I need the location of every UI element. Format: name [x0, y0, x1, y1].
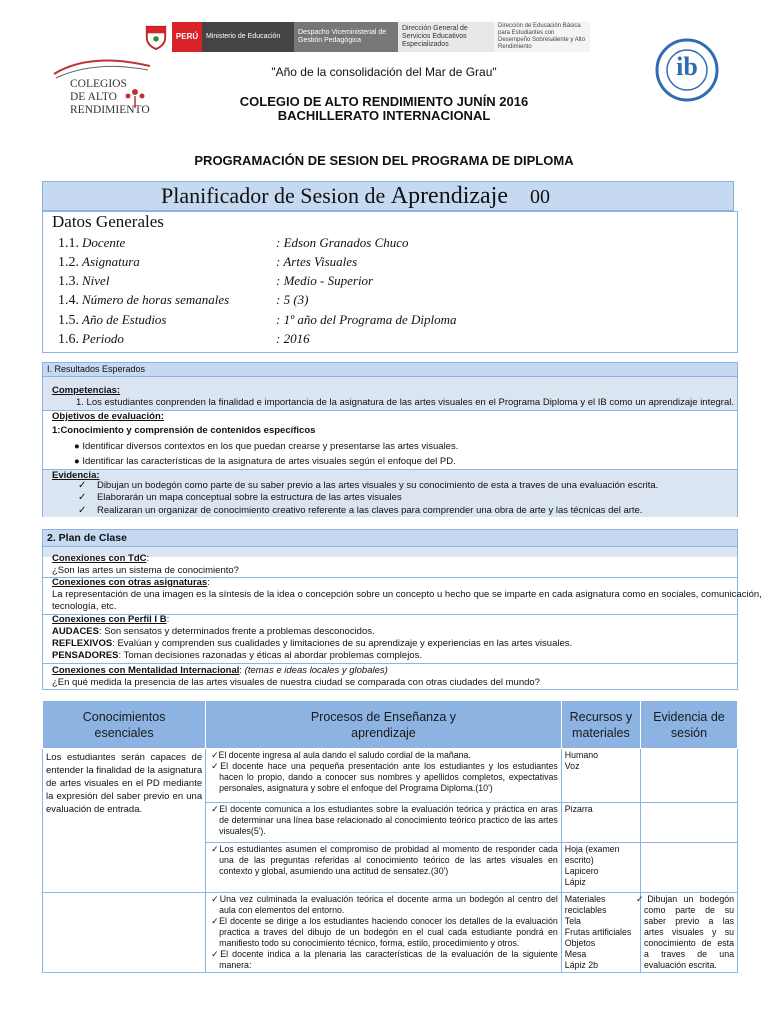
- procesos-cell: [206, 749, 562, 803]
- process-text: El docente se dirige a los estudiantes haciendo conocer los detalles de la evaluación practica a traves del dibujo de un bodegón en el cual cada estudiante pondrá en manifiesto todo su conocimiento técnico, forma, estilo, procedimiento y otros.: [219, 916, 558, 948]
- ministerio-logo-label: Ministerio de Educación: [202, 22, 294, 52]
- process-text: El docente ingresa al aula dando el saludo cordial de la mañana.: [218, 750, 471, 760]
- process-item: [209, 844, 558, 877]
- evidencia-text: Dibujan un bodegón como parte de su saber previo a las artes visuales y su conocimiento de esta a traves de una evaluación escrita.: [96, 480, 659, 491]
- perfil-label: Conexiones con Perfil I B:: [52, 614, 170, 625]
- check-icon: ✓: [211, 894, 220, 904]
- recursos-cell: Materiales reciclables Tela Frutas artificiales Objetos Mesa Lápiz 2b: [561, 893, 640, 973]
- school-logo-line: DE ALTO: [70, 91, 117, 103]
- asignaturas-label-text: Conexiones con otras asignaturas: [52, 577, 208, 588]
- session-table: [42, 700, 738, 973]
- evidencia-text: Elaborarán un mapa conceptual sobre la estructura de las artes visuales: [96, 492, 402, 503]
- evidencia-label: Evidencia:: [52, 470, 100, 481]
- evidencia-item: [78, 492, 402, 503]
- check-icon: ✓: [78, 492, 87, 503]
- process-item: [209, 894, 558, 916]
- table-header-row: [43, 701, 738, 749]
- datos-row-key: Asignatura: [82, 254, 140, 269]
- header-procesos: [206, 701, 562, 749]
- direccion-general-logo-label: Dirección General de Servicios Educativos Especializados: [398, 22, 494, 52]
- check-icon: ✓: [211, 844, 220, 854]
- motto: "Año de la consolidación del Mar de Grau": [271, 65, 497, 79]
- process-item: [209, 916, 558, 949]
- planner-number: 00: [530, 186, 551, 208]
- mentalidad-text: ¿En qué medida la presencia de las artes visuales de nuestra ciudad se comparada con otras ciudades del mundo?: [52, 677, 540, 688]
- datos-row: [58, 331, 310, 350]
- evidencia-cell: [640, 843, 737, 893]
- table-row: [43, 893, 738, 973]
- asignaturas-text: La representación de una imagen es la síntesis de la idea o concepción sobre un concepto u hecho que se imparte en cada asignatura como en sociales, comunicación,: [52, 589, 762, 600]
- datos-row-value: : 2016: [276, 331, 310, 346]
- program-title: PROGRAMACIÓN DE SESION DEL PROGRAMA DE DIPLOMA: [194, 153, 574, 168]
- check-icon: ✓: [211, 804, 220, 814]
- planner-title: [42, 181, 734, 211]
- datos-row-value: : Medio - Superior: [276, 273, 374, 288]
- objetivos-label: Objetivos de evaluación:: [52, 411, 164, 422]
- process-text: Una vez culminada la evaluación teórica el docente arma un bodegón al centro del aula con elementos del entorno.: [219, 894, 558, 915]
- process-item: [209, 949, 558, 971]
- process-text: El docente indica a la plenaria las características de la evaluación de la siguiente manera:: [219, 949, 558, 970]
- datos-row-number: 1.5.: [58, 313, 79, 328]
- header-evidencia: [640, 701, 737, 749]
- procesos-cell: [206, 803, 562, 843]
- header-recursos: [561, 701, 640, 749]
- check-icon: ✓: [211, 916, 220, 926]
- process-text: El docente comunica a los estudiantes sobre la evaluación teórica y práctica en aras de determinar una línea base relacionado al conocimiento teórico practico de las artes visuales(5').: [219, 804, 558, 836]
- conocimientos-cell: Los estudiantes serán capaces de entender la finalidad de la asignatura de artes visuales en el PD mediante la expresión del saber previo en una evaluación de entrada.: [43, 749, 206, 893]
- divider: [43, 469, 737, 470]
- check-icon: ✓: [635, 894, 648, 904]
- datos-row-number: 1.3.: [58, 274, 79, 289]
- process-item: [209, 750, 558, 761]
- process-text: El docente hace una pequeña presentación ante los estudiantes y los estudiantes hacen lo propio, dando a conocer sus nombres y apellidos completos, expectativas personales, asignatura y sobre el enfoque del Programa Diploma.(10'): [219, 761, 558, 793]
- asignaturas-label: Conexiones con otras asignaturas:: [52, 577, 210, 588]
- school-name-line-1: COLEGIO DE ALTO RENDIMIENTO JUNÍN 2016: [239, 94, 529, 109]
- evidencia-cell: [640, 803, 737, 843]
- recursos-cell: Pizarra: [561, 803, 640, 843]
- datos-row-number: 1.1.: [58, 236, 79, 251]
- direccion-educacion-logo-label: Dirección de Educación Básica para Estudiantes con Desempeño Sobresaliente y Alto Rendimiento: [494, 22, 590, 52]
- perfil-label-text: Conexiones con Perfil I B: [52, 614, 167, 625]
- datos-row: [58, 254, 357, 273]
- school-name-line-2: BACHILLERATO INTERNACIONAL: [277, 108, 491, 123]
- evidencia-text: Dibujan un bodegón como parte de su saber previo a las artes visuales y su conocimiento de esta a traves de una evaluación escrita.: [643, 894, 734, 970]
- school-logo-line: COLEGIOS: [70, 78, 127, 90]
- objetivo-heading: 1:Conocimiento y comprensión de contenidos específicos: [52, 425, 316, 436]
- competencia-item: 1. Los estudiantes conprenden la finalidad e importancia de la asignatura de las artes visuales en el Programa Diploma y el IB como un aprendizaje integral.: [76, 397, 734, 408]
- government-logo-bar: [140, 22, 590, 52]
- divider: [43, 663, 737, 664]
- datos-generales-title: Datos Generales: [52, 212, 164, 231]
- datos-row-value: : Artes Visuales: [276, 254, 358, 269]
- datos-row: [58, 292, 309, 311]
- header-text: Procesos de Enseñanza y aprendizaje: [310, 709, 457, 740]
- audaces-label: AUDACES: [52, 626, 99, 637]
- ib-logo-text: ib: [676, 52, 698, 81]
- peru-shield-icon: [140, 22, 172, 52]
- evidencia-item: [78, 505, 642, 516]
- evidencia-text: Realizaran un organizar de conocimiento creativo referente a las claves para comprender una obra de arte y las técnicas del arte.: [96, 505, 643, 516]
- header-text: Evidencia de sesión: [653, 709, 725, 740]
- header-text: Recursos y materiales: [569, 709, 633, 740]
- datos-row-number: 1.4.: [58, 293, 79, 308]
- perfil-reflexivos: [52, 638, 572, 649]
- procesos-cell: [206, 843, 562, 893]
- peru-logo-label: PERÚ: [172, 22, 202, 52]
- reflexivos-label: REFLEXIVOS: [52, 638, 113, 649]
- process-text: Los estudiantes asumen el compromiso de probidad al momento de responder cada una de las preguntas referidas al conocimiento teórico de las artes visuales en contexto y global, asumiendo una actitud de sensatez.(30'): [219, 844, 558, 876]
- header-text: Conocimientos esenciales: [82, 709, 166, 740]
- pensadores-text: : Toman decisiones razonadas y éticas al abordar problemas complejos.: [118, 650, 422, 661]
- evidencia-cell: [635, 893, 737, 973]
- despacho-logo-label: Despacho Viceministerial de Gestión Pedagógica: [294, 22, 398, 52]
- check-icon: ✓: [78, 480, 87, 491]
- mentalidad-note: (temas e ideas locales y globales): [242, 665, 388, 676]
- conocimientos-cell: [43, 893, 206, 973]
- datos-row-key: Docente: [82, 235, 126, 250]
- datos-row-key: Periodo: [82, 331, 124, 346]
- evidencia-item: [78, 480, 658, 491]
- audaces-text: : Son sensatos y determinados frente a problemas desconocidos.: [98, 626, 375, 637]
- tdc-label: Conexiones con TdC:: [52, 553, 150, 564]
- school-logo-line: RENDIMIENTO: [70, 104, 150, 116]
- planner-title-a: Planificador de Sesion de: [161, 183, 391, 208]
- planner-title-b: Aprendizaje: [390, 183, 509, 209]
- perfil-pensadores: [52, 650, 422, 661]
- asignaturas-text: tecnología, etc.: [52, 601, 117, 612]
- datos-row-value: : 1º año del Programa de Diploma: [276, 312, 457, 327]
- datos-row: [58, 235, 409, 254]
- header-conocimientos: [43, 701, 206, 749]
- datos-row-number: 1.2.: [58, 255, 79, 270]
- tdc-label-text: Conexiones con TdC: [52, 553, 147, 564]
- datos-row-value: : Edson Granados Chuco: [276, 235, 409, 250]
- recursos-cell: Humano Voz: [561, 749, 640, 803]
- check-icon: ✓: [211, 761, 221, 771]
- school-name: [0, 95, 768, 123]
- competencias-label: Competencias:: [52, 385, 121, 396]
- check-icon: ✓: [211, 949, 221, 959]
- pensadores-label: PENSADORES: [52, 650, 119, 661]
- datos-row-key: Número de horas semanales: [82, 292, 230, 307]
- plan-heading: 2. Plan de Clase: [43, 530, 737, 547]
- evidencia-cell: [640, 749, 737, 803]
- check-icon: ✓: [78, 505, 87, 516]
- datos-row-key: Año de Estudios: [82, 312, 167, 327]
- process-item: [209, 804, 558, 837]
- datos-row-value: : 5 (3): [276, 292, 309, 307]
- reflexivos-text: : Evalúan y comprenden sus cualidades y limitaciones de su aprendizaje y experiencias en las artes visuales.: [112, 638, 573, 649]
- table-row: [43, 749, 738, 803]
- process-item: [209, 761, 558, 794]
- mentalidad-label: Conexiones con Mentalidad Internacional: (temas e ideas locales y globales): [52, 665, 388, 676]
- procesos-cell: [206, 893, 562, 973]
- datos-row-key: Nivel: [82, 273, 110, 288]
- check-icon: ✓: [211, 750, 219, 760]
- resultados-heading: I. Resultados Esperados: [43, 363, 737, 377]
- datos-row: [58, 312, 456, 331]
- mentalidad-label-text: Conexiones con Mentalidad Internacional: [52, 665, 240, 676]
- objetivo-item: ● Identificar las características de la asignatura de artes visuales según el enfoque del PD.: [74, 456, 456, 467]
- tdc-text: ¿Son las artes un sistema de conocimiento?: [52, 565, 239, 576]
- datos-row-number: 1.6.: [58, 332, 79, 347]
- recursos-cell: Hoja (examen escrito) Lapicero Lápiz: [561, 843, 640, 893]
- perfil-audaces: [52, 626, 375, 637]
- datos-row: [58, 273, 373, 292]
- objetivo-item: ● Identificar diversos contextos en los que puedan crearse y presentarse las artes visuales.: [74, 441, 459, 452]
